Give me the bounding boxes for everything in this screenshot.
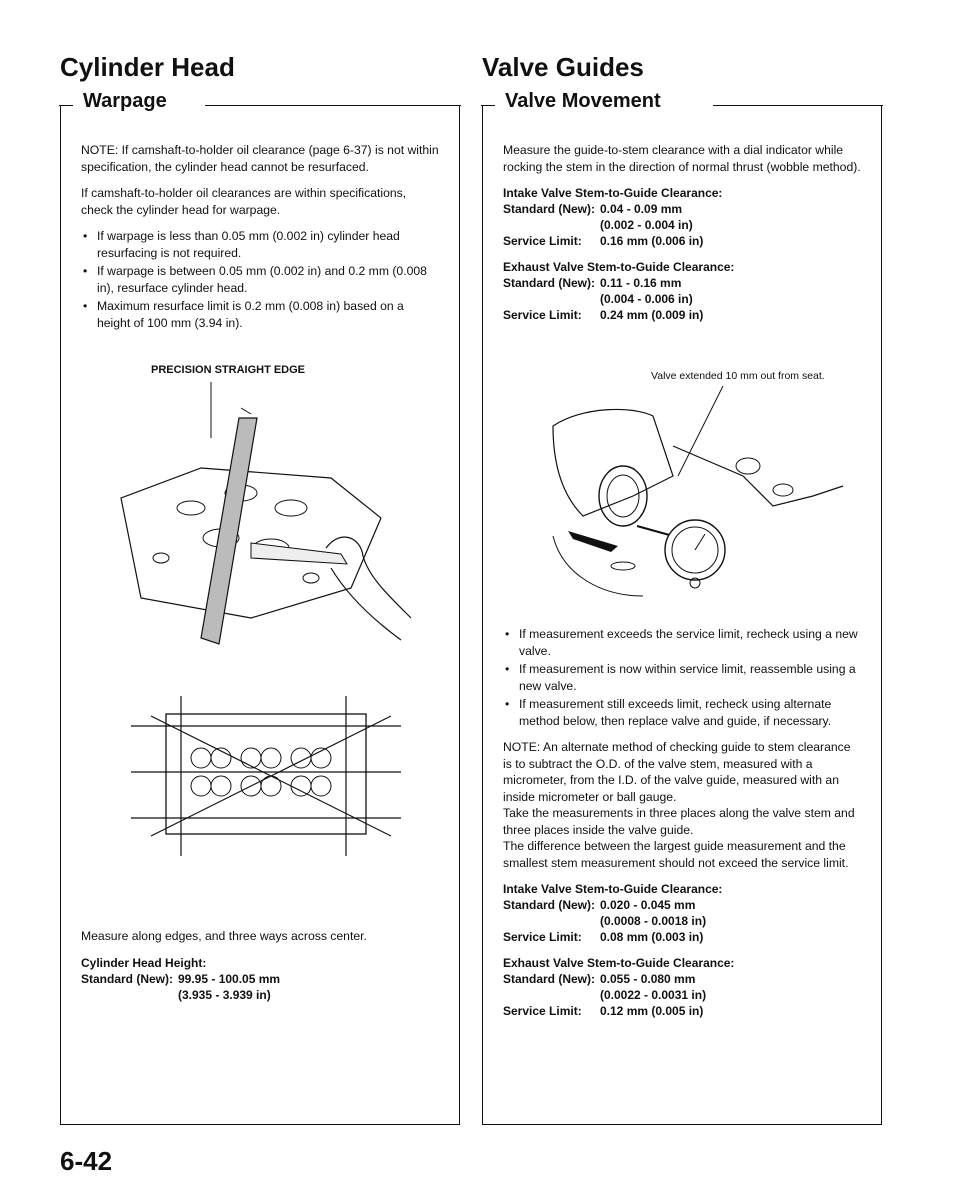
spec-value: 0.055 - 0.080 mm bbox=[600, 972, 696, 986]
dial-indicator-figure bbox=[523, 386, 863, 606]
cylinder-head-height-spec bbox=[81, 955, 439, 1003]
valve-bullets bbox=[503, 626, 861, 729]
cylinder-head-illustration bbox=[101, 378, 421, 668]
spec-value-in: (0.0008 - 0.0018 in) bbox=[600, 914, 707, 928]
valve-movement-lower bbox=[503, 626, 861, 1029]
spec-value-in: (0.002 - 0.004 in) bbox=[600, 218, 693, 232]
valve-note-2: Take the measurements in three places along the valve stem and three places inside the valve guide. bbox=[503, 806, 855, 837]
spec-label: Service Limit: bbox=[503, 1004, 582, 1018]
spec-label: Standard (New): bbox=[81, 971, 174, 986]
spec-label: Service Limit: bbox=[503, 234, 582, 248]
spec-value-in: (0.0022 - 0.0031 in) bbox=[600, 988, 707, 1002]
right-title: Valve Guides bbox=[482, 52, 644, 82]
list-item: • If measurement is now within service limit, reassemble using a new valve. bbox=[503, 661, 861, 694]
spec-value: 0.12 mm (0.005 in) bbox=[600, 1004, 704, 1018]
spec-heading: Exhaust Valve Stem-to-Guide Clearance: bbox=[503, 956, 735, 970]
page-number: 6-42 bbox=[60, 1146, 113, 1176]
warpage-header bbox=[59, 90, 461, 120]
spec-heading: Intake Valve Stem-to-Guide Clearance: bbox=[503, 882, 723, 896]
warpage-bullets bbox=[81, 228, 439, 331]
valve-movement-header bbox=[481, 90, 883, 120]
figure-caption: Measure along edges, and three ways across center. bbox=[81, 929, 367, 943]
valve-movement-section bbox=[482, 90, 882, 1125]
valve-movement-body bbox=[503, 142, 861, 333]
valve-figure-label: Valve extended 10 mm out from seat. bbox=[651, 370, 825, 382]
section-title-valve-movement: Valve Movement bbox=[505, 90, 661, 112]
warpage-caption-block bbox=[81, 928, 439, 1013]
warpage-note: NOTE: If camshaft-to-holder oil clearance (page 6-37) is not within specification, the cylinder head cannot be resurfaced. bbox=[81, 143, 439, 174]
section-title-warpage: Warpage bbox=[83, 90, 167, 112]
spec-heading: Cylinder Head Height: bbox=[81, 955, 207, 970]
list-item: • Maximum resurface limit is 0.2 mm (0.008 in) based on a height of 100 mm (3.94 in). bbox=[81, 298, 439, 331]
left-title: Cylinder Head bbox=[60, 52, 235, 82]
spec-label: Standard (New): bbox=[503, 276, 596, 290]
spec-value: 0.08 mm (0.003 in) bbox=[600, 930, 704, 944]
spec-value: 0.020 - 0.045 mm bbox=[600, 898, 696, 912]
spec-label: Service Limit: bbox=[503, 930, 582, 944]
spec-label: Service Limit: bbox=[503, 308, 582, 322]
spec-value-in: (0.004 - 0.006 in) bbox=[600, 292, 693, 306]
intake-alt-spec bbox=[503, 881, 861, 945]
spec-heading: Intake Valve Stem-to-Guide Clearance: bbox=[503, 186, 723, 200]
spec-value: 0.16 mm (0.006 in) bbox=[600, 234, 704, 248]
valve-note-3: The difference between the largest guide measurement and the smallest stem measurement should not exceed the service limit. bbox=[503, 839, 849, 870]
spec-heading: Exhaust Valve Stem-to-Guide Clearance: bbox=[503, 260, 735, 274]
warpage-intro: If camshaft-to-holder oil clearances are within specifications, check the cylinder head for warpage. bbox=[81, 186, 407, 217]
valve-intro: Measure the guide-to-stem clearance with a dial indicator while rocking the stem in the direction of normal thrust (wobble method). bbox=[503, 143, 861, 174]
intake-spec bbox=[503, 185, 861, 249]
list-item: • If measurement still exceeds limit, recheck using alternate method below, then replace valve and guide, if necessary. bbox=[503, 696, 861, 729]
spec-value: 0.04 - 0.09 mm bbox=[600, 202, 683, 216]
straight-edge-label: PRECISION STRAIGHT EDGE bbox=[151, 364, 306, 376]
exhaust-spec bbox=[503, 259, 861, 323]
warpage-body bbox=[81, 142, 439, 341]
spec-label: Standard (New): bbox=[503, 898, 596, 912]
list-item: • If warpage is between 0.05 mm (0.002 in) and 0.2 mm (0.008 in), resurface cylinder head. bbox=[81, 263, 439, 296]
list-item: • If measurement exceeds the service limit, recheck using a new valve. bbox=[503, 626, 861, 659]
spec-value: 0.11 - 0.16 mm bbox=[600, 276, 682, 290]
exhaust-alt-spec bbox=[503, 955, 861, 1019]
valve-note: NOTE: An alternate method of checking guide to stem clearance is to subtract the O.D. of the valve stem, measured with a micrometer, from the I.D. of the valve guide, measured with an inside micrometer or ball gauge. bbox=[503, 740, 851, 804]
spec-value-in: (3.935 - 3.939 in) bbox=[178, 987, 271, 1002]
list-item: • If warpage is less than 0.05 mm (0.002 in) cylinder head resurfacing is not required. bbox=[81, 228, 439, 261]
straight-edge-figure bbox=[101, 364, 421, 664]
head-top-view-figure bbox=[111, 686, 421, 866]
warpage-section bbox=[60, 90, 460, 1125]
spec-value: 0.24 mm (0.009 in) bbox=[600, 308, 704, 322]
spec-label: Standard (New): bbox=[503, 202, 596, 216]
spec-value: 99.95 - 100.05 mm bbox=[178, 971, 281, 986]
spec-label: Standard (New): bbox=[503, 972, 596, 986]
